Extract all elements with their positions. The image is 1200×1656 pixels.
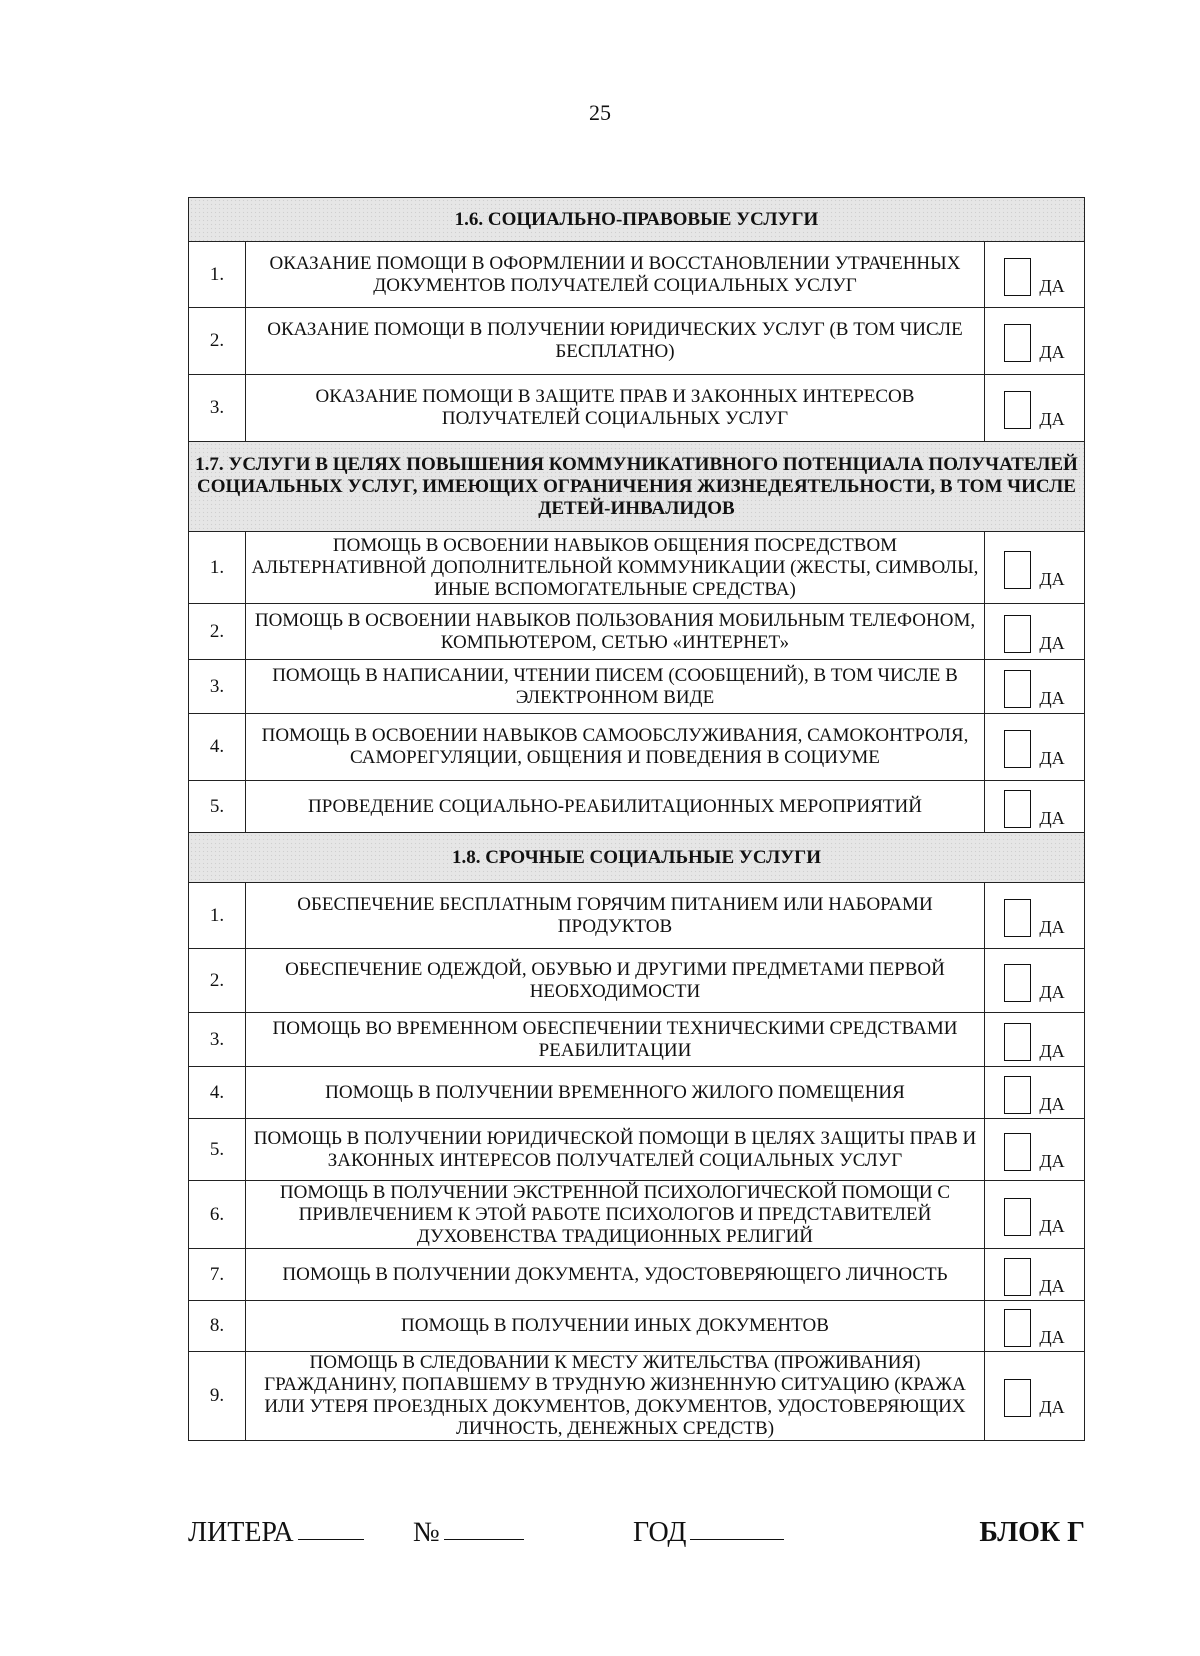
service-check-cell: [984, 781, 1084, 833]
service-row: [189, 1067, 1085, 1119]
yes-checkbox-group: [985, 547, 1084, 589]
service-description: ПОМОЩЬ В ПОЛУЧЕНИИ ВРЕМЕННОГО ЖИЛОГО ПОМЕЩЕНИЯ: [246, 1067, 985, 1119]
service-number: 5.: [189, 781, 246, 833]
litera-blank[interactable]: [298, 1513, 364, 1540]
service-number: 3.: [189, 375, 246, 442]
yes-checkbox-group: [985, 1019, 1084, 1061]
service-description: ПОМОЩЬ В НАПИСАНИИ, ЧТЕНИИ ПИСЕМ (СООБЩЕНИЙ), В ТОМ ЧИСЛЕ В ЭЛЕКТРОННОМ ВИДЕ: [246, 660, 985, 714]
service-number: 2.: [189, 604, 246, 660]
year-field: [633, 1513, 686, 1553]
service-description: ПОМОЩЬ В ОСВОЕНИИ НАВЫКОВ ПОЛЬЗОВАНИЯ МОБИЛЬНЫМ ТЕЛЕФОНОМ, КОМПЬЮТЕРОМ, СЕТЬЮ «ИНТЕРНЕТ»: [246, 604, 985, 660]
yes-checkbox[interactable]: [1004, 1133, 1031, 1171]
service-description: ПОМОЩЬ В СЛЕДОВАНИИ К МЕСТУ ЖИТЕЛЬСТВА (ПРОЖИВАНИЯ) ГРАЖДАНИНУ, ПОПАВШЕМУ В ТРУДНУЮ ЖИЗНЕННУЮ СИТУАЦИЮ (КРАЖА ИЛИ УТЕРЯ ПРОЕЗДНЫХ ДОКУМЕНТОВ, ДОКУМЕНТОВ, УДОСТОВЕРЯЮЩИХ ЛИЧНОСТЬ, ДЕНЕЖНЫХ СРЕДСТВ): [246, 1352, 985, 1441]
service-description: ПОМОЩЬ В ПОЛУЧЕНИИ ЭКСТРЕННОЙ ПСИХОЛОГИЧЕСКОЙ ПОМОЩИ С ПРИВЛЕЧЕНИЕМ К ЭТОЙ РАБОТЕ ПСИХОЛОГОВ И ПРЕДСТАВИТЕЛЕЙ ДУХОВЕНСТВА ТРАДИЦИОННЫХ РЕЛИГИЙ: [246, 1181, 985, 1249]
service-row: [189, 1119, 1085, 1181]
service-row: [189, 604, 1085, 660]
yes-checkbox[interactable]: [1004, 1309, 1031, 1347]
service-description: ПОМОЩЬ В ОСВОЕНИИ НАВЫКОВ САМООБСЛУЖИВАНИЯ, САМОКОНТРОЛЯ, САМОРЕГУЛЯЦИИ, ОБЩЕНИЯ И ПОВЕДЕНИЯ В СОЦИУМЕ: [246, 714, 985, 781]
service-check-cell: [984, 242, 1084, 308]
service-check-cell: [984, 604, 1084, 660]
yes-checkbox-group: [985, 1194, 1084, 1236]
service-check-cell: [984, 1013, 1084, 1067]
service-number: 2.: [189, 949, 246, 1013]
services-form-body: [189, 198, 1085, 1441]
service-number: 4.: [189, 714, 246, 781]
service-number: 7.: [189, 1249, 246, 1301]
service-number: 1.: [189, 883, 246, 949]
service-check-cell: [984, 1067, 1084, 1119]
section-title: 1.8. СРОЧНЫЕ СОЦИАЛЬНЫЕ УСЛУГИ: [189, 833, 1085, 883]
yes-label: ДА: [1039, 275, 1065, 296]
service-row: [189, 1013, 1085, 1067]
service-row: [189, 1352, 1085, 1441]
section-title: 1.7. УСЛУГИ В ЦЕЛЯХ ПОВЫШЕНИЯ КОММУНИКАТИВНОГО ПОТЕНЦИАЛА ПОЛУЧАТЕЛЕЙ СОЦИАЛЬНЫХ УСЛУГ, ИМЕЮЩИХ ОГРАНИЧЕНИЯ ЖИЗНЕДЕЯТЕЛЬНОСТИ, В ТОМ ЧИСЛЕ ДЕТЕЙ-ИНВАЛИДОВ: [189, 442, 1085, 532]
service-number: 9.: [189, 1352, 246, 1441]
yes-label: ДА: [1039, 1275, 1065, 1296]
service-description: ОБЕСПЕЧЕНИЕ БЕСПЛАТНЫМ ГОРЯЧИМ ПИТАНИЕМ ИЛИ НАБОРАМИ ПРОДУКТОВ: [246, 883, 985, 949]
service-check-cell: [984, 883, 1084, 949]
number-label: №: [413, 1517, 440, 1548]
service-description: ПОМОЩЬ В ОСВОЕНИИ НАВЫКОВ ОБЩЕНИЯ ПОСРЕДСТВОМ АЛЬТЕРНАТИВНОЙ ДОПОЛНИТЕЛЬНОЙ КОММУНИКАЦИИ (ЖЕСТЫ, СИМВОЛЫ, ИНЫЕ ВСПОМОГАТЕЛЬНЫЕ СРЕДСТВА): [246, 532, 985, 604]
yes-checkbox-group: [985, 1072, 1084, 1114]
service-row: [189, 660, 1085, 714]
yes-label: ДА: [1039, 632, 1065, 653]
service-row: [189, 883, 1085, 949]
service-check-cell: [984, 1352, 1084, 1441]
yes-label: ДА: [1039, 1215, 1065, 1236]
yes-label: ДА: [1039, 981, 1065, 1002]
yes-label: ДА: [1039, 409, 1065, 429]
yes-checkbox-group: [985, 1305, 1084, 1347]
service-description: ПОМОЩЬ В ПОЛУЧЕНИИ ИНЫХ ДОКУМЕНТОВ: [246, 1301, 985, 1352]
yes-checkbox[interactable]: [1004, 1258, 1031, 1296]
service-row: [189, 1301, 1085, 1352]
service-description: ПОМОЩЬ ВО ВРЕМЕННОМ ОБЕСПЕЧЕНИИ ТЕХНИЧЕСКИМИ СРЕДСТВАМИ РЕАБИЛИТАЦИИ: [246, 1013, 985, 1067]
service-row: [189, 532, 1085, 604]
yes-checkbox[interactable]: [1004, 1198, 1031, 1236]
service-description: ПОМОЩЬ В ПОЛУЧЕНИИ ДОКУМЕНТА, УДОСТОВЕРЯЮЩЕГО ЛИЧНОСТЬ: [246, 1249, 985, 1301]
yes-label: ДА: [1039, 916, 1065, 937]
yes-checkbox-group: [985, 1129, 1084, 1171]
service-description: ОКАЗАНИЕ ПОМОЩИ В ПОЛУЧЕНИИ ЮРИДИЧЕСКИХ УСЛУГ (В ТОМ ЧИСЛЕ БЕСПЛАТНО): [246, 308, 985, 375]
service-row: [189, 1249, 1085, 1301]
service-number: 2.: [189, 308, 246, 375]
yes-checkbox-group: [985, 254, 1084, 296]
service-number: 1.: [189, 242, 246, 308]
yes-checkbox[interactable]: [1004, 1379, 1031, 1417]
yes-checkbox-group: [985, 1254, 1084, 1296]
service-check-cell: [984, 660, 1084, 714]
yes-label: ДА: [1039, 1150, 1065, 1171]
section-header-row: [189, 442, 1085, 532]
yes-checkbox-group: [985, 786, 1084, 828]
yes-checkbox[interactable]: [1004, 1023, 1031, 1061]
yes-label: ДА: [1039, 1327, 1065, 1347]
service-check-cell: [984, 1249, 1084, 1301]
service-row: [189, 1181, 1085, 1249]
number-field: [413, 1513, 440, 1553]
service-row: [189, 242, 1085, 308]
yes-checkbox-group: [985, 666, 1084, 708]
yes-label: ДА: [1039, 1040, 1065, 1061]
service-number: 3.: [189, 660, 246, 714]
yes-checkbox[interactable]: [1004, 324, 1031, 362]
service-number: 4.: [189, 1067, 246, 1119]
yes-checkbox-group: [985, 387, 1084, 429]
yes-checkbox-group: [985, 320, 1084, 362]
service-row: [189, 949, 1085, 1013]
year-label: ГОД: [633, 1517, 687, 1548]
service-check-cell: [984, 714, 1084, 781]
service-row: [189, 781, 1085, 833]
yes-label: ДА: [1039, 568, 1065, 589]
litera-label: ЛИТЕРА: [188, 1517, 294, 1548]
yes-label: ДА: [1039, 342, 1065, 362]
block-label: БЛОК Г: [979, 1517, 1085, 1548]
service-check-cell: [984, 1119, 1084, 1181]
yes-checkbox-group: [985, 726, 1084, 768]
service-check-cell: [984, 1301, 1084, 1352]
yes-label: ДА: [1039, 1093, 1065, 1114]
yes-checkbox-group: [985, 960, 1084, 1002]
section-title: 1.6. СОЦИАЛЬНО-ПРАВОВЫЕ УСЛУГИ: [189, 198, 1085, 242]
service-description: ПОМОЩЬ В ПОЛУЧЕНИИ ЮРИДИЧЕСКОЙ ПОМОЩИ В ЦЕЛЯХ ЗАЩИТЫ ПРАВ И ЗАКОННЫХ ИНТЕРЕСОВ ПОЛУЧАТЕЛЕЙ СОЦИАЛЬНЫХ УСЛУГ: [246, 1119, 985, 1181]
yes-checkbox[interactable]: [1004, 1076, 1031, 1114]
number-blank[interactable]: [444, 1513, 524, 1540]
page-number: 25: [589, 100, 611, 125]
service-row: [189, 714, 1085, 781]
yes-label: ДА: [1039, 807, 1065, 828]
service-number: 5.: [189, 1119, 246, 1181]
yes-label: ДА: [1039, 748, 1065, 768]
form-footer: [188, 1513, 1085, 1553]
yes-checkbox[interactable]: [1004, 391, 1031, 429]
yes-label: ДА: [1039, 687, 1065, 708]
yes-checkbox[interactable]: [1004, 964, 1031, 1002]
service-number: 8.: [189, 1301, 246, 1352]
service-description: ПРОВЕДЕНИЕ СОЦИАЛЬНО-РЕАБИЛИТАЦИОННЫХ МЕРОПРИЯТИЙ: [246, 781, 985, 833]
service-description: ОБЕСПЕЧЕНИЕ ОДЕЖДОЙ, ОБУВЬЮ И ДРУГИМИ ПРЕДМЕТАМИ ПЕРВОЙ НЕОБХОДИМОСТИ: [246, 949, 985, 1013]
service-check-cell: [984, 375, 1084, 442]
service-check-cell: [984, 1181, 1084, 1249]
yes-checkbox-group: [985, 1375, 1084, 1417]
service-description: ОКАЗАНИЕ ПОМОЩИ В ЗАЩИТЕ ПРАВ И ЗАКОННЫХ ИНТЕРЕСОВ ПОЛУЧАТЕЛЕЙ СОЦИАЛЬНЫХ УСЛУГ: [246, 375, 985, 442]
service-row: [189, 375, 1085, 442]
yes-label: ДА: [1039, 1397, 1065, 1417]
yes-checkbox[interactable]: [1004, 258, 1031, 296]
yes-checkbox-group: [985, 611, 1084, 653]
yes-checkbox[interactable]: [1004, 615, 1031, 653]
services-form-table: [188, 197, 1085, 1441]
yes-checkbox[interactable]: [1004, 790, 1031, 828]
service-number: 3.: [189, 1013, 246, 1067]
service-number: 1.: [189, 532, 246, 604]
year-blank[interactable]: [690, 1513, 784, 1540]
service-description: ОКАЗАНИЕ ПОМОЩИ В ОФОРМЛЕНИИ И ВОССТАНОВЛЕНИИ УТРАЧЕННЫХ ДОКУМЕНТОВ ПОЛУЧАТЕЛЕЙ СОЦИАЛЬНЫХ УСЛУГ: [246, 242, 985, 308]
service-number: 6.: [189, 1181, 246, 1249]
service-row: [189, 308, 1085, 375]
service-check-cell: [984, 949, 1084, 1013]
yes-checkbox[interactable]: [1004, 730, 1031, 768]
service-check-cell: [984, 532, 1084, 604]
service-check-cell: [984, 308, 1084, 375]
yes-checkbox[interactable]: [1004, 670, 1031, 708]
litera-field: [188, 1513, 294, 1553]
yes-checkbox[interactable]: [1004, 899, 1031, 937]
section-header-row: [189, 833, 1085, 883]
yes-checkbox[interactable]: [1004, 551, 1031, 589]
section-header-row: [189, 198, 1085, 242]
yes-checkbox-group: [985, 895, 1084, 937]
